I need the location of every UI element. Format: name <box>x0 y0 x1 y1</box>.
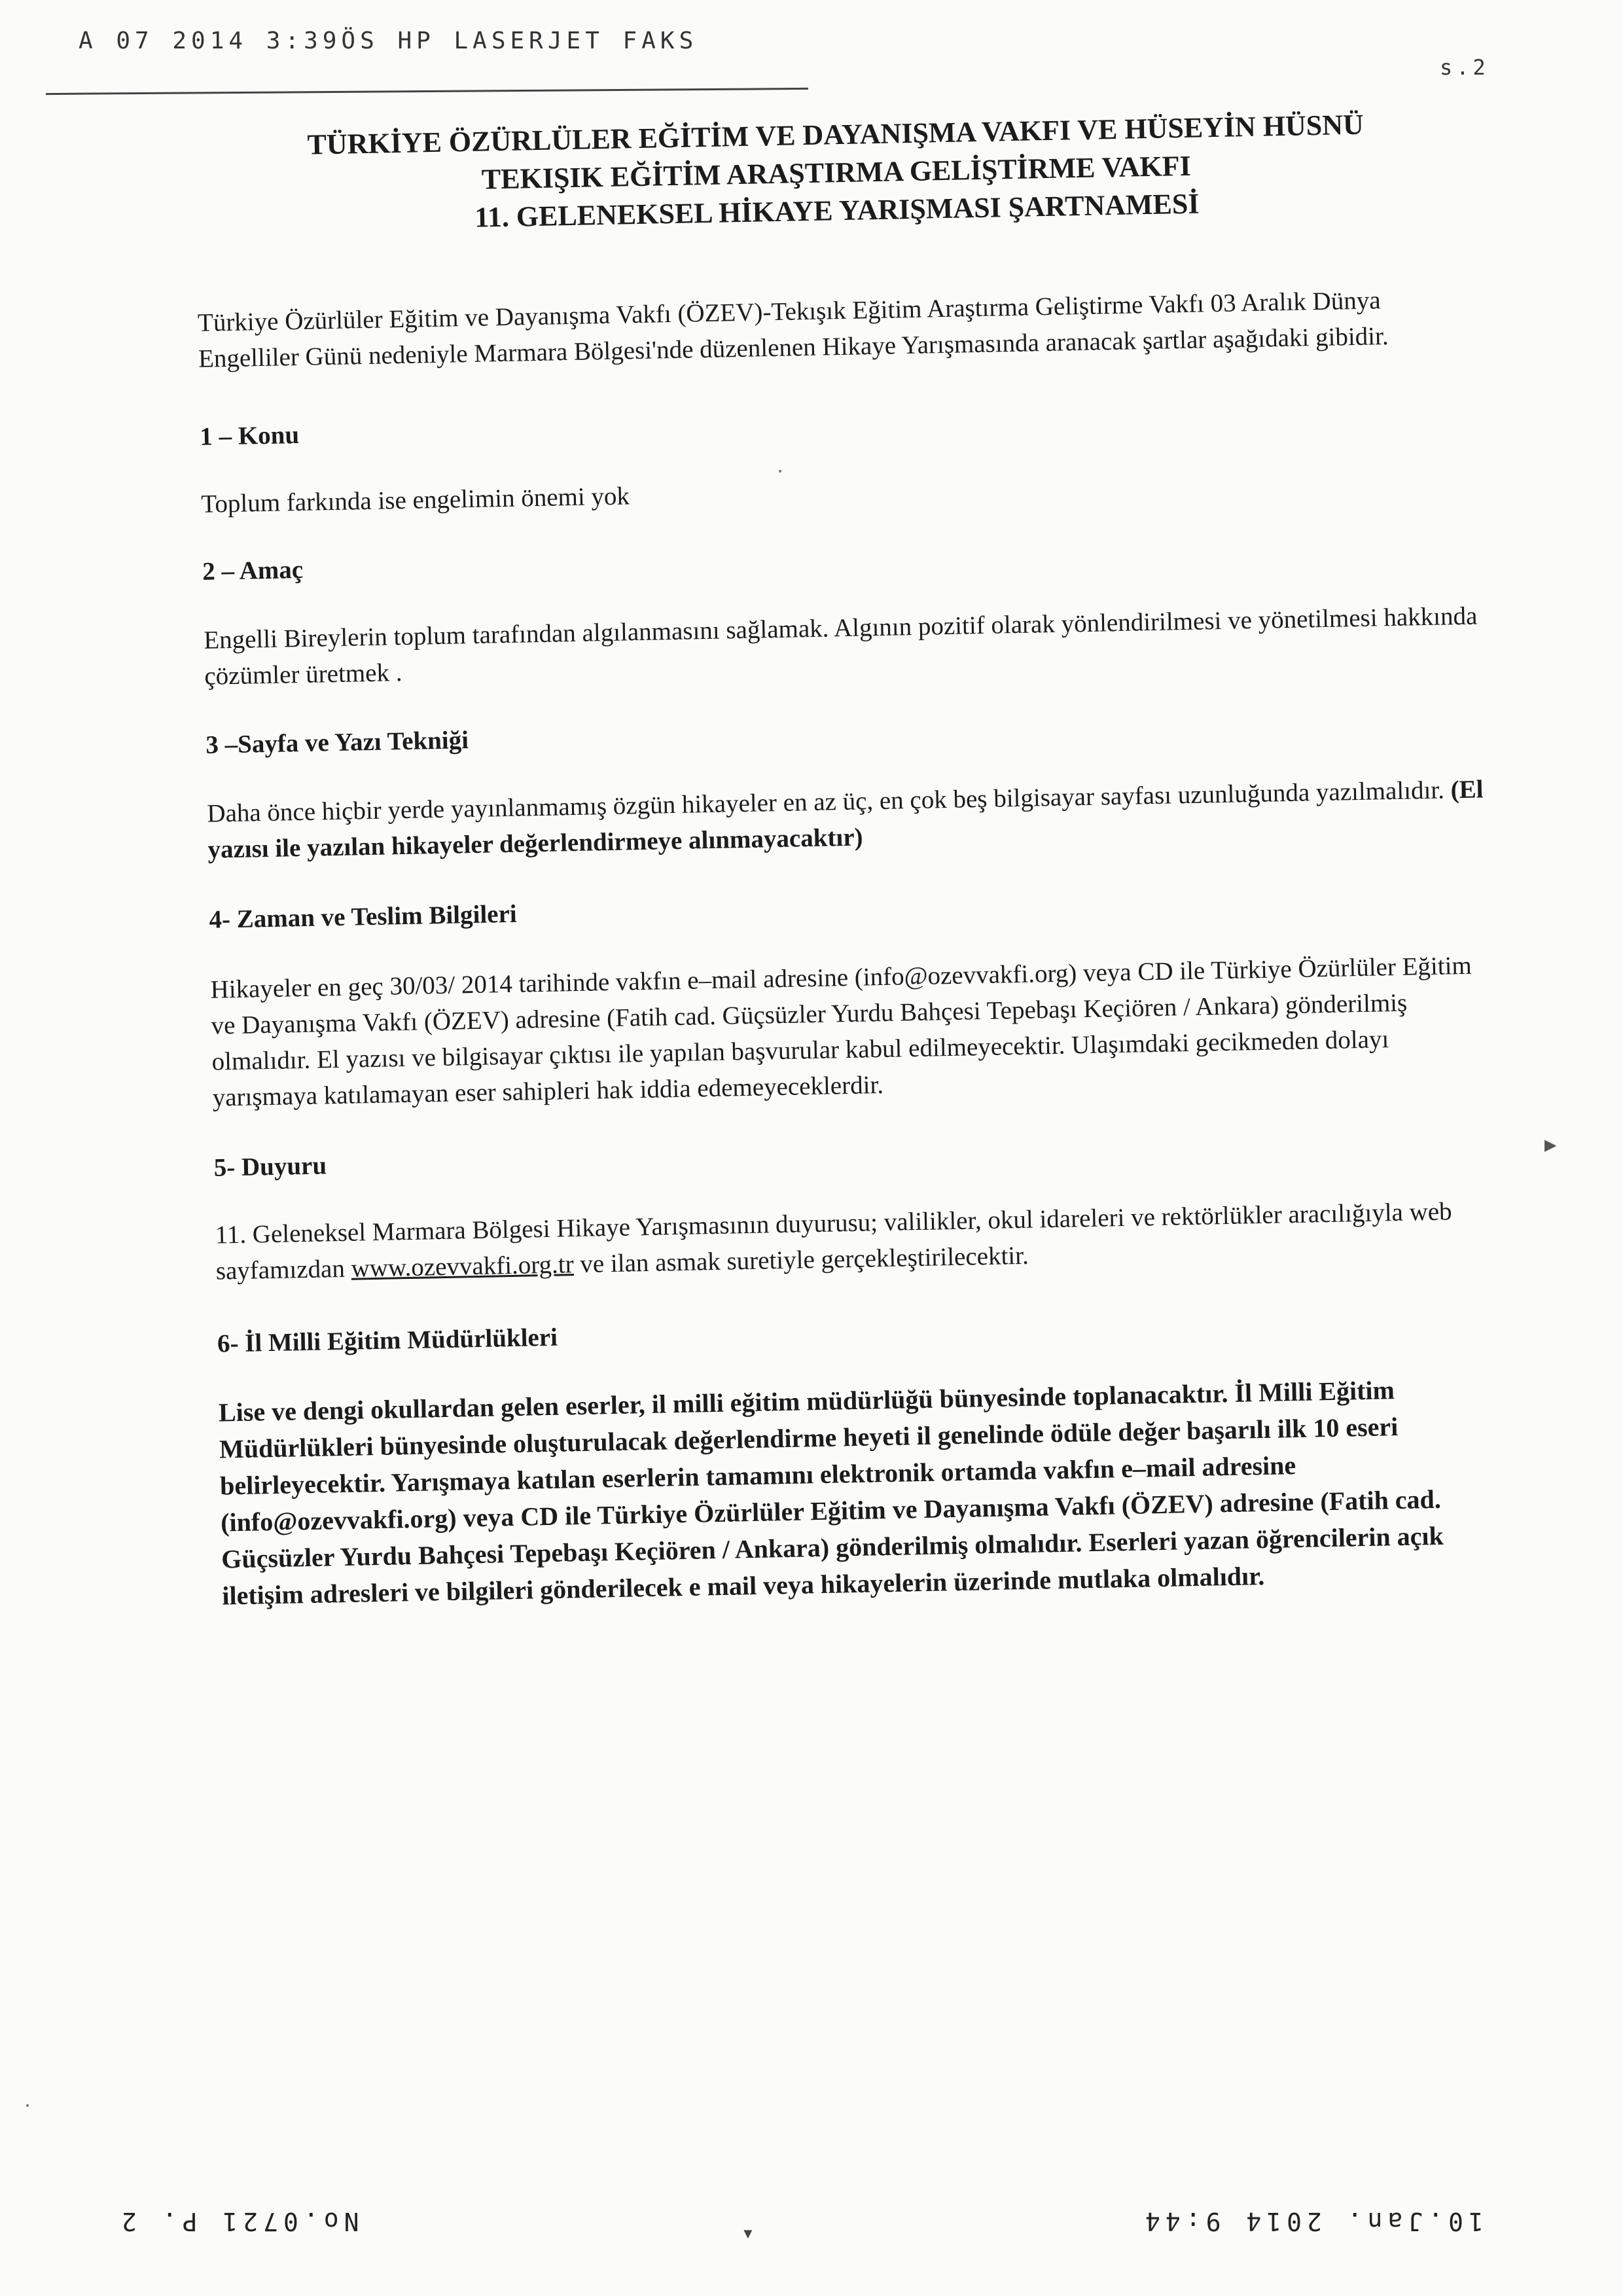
intro-paragraph: Türkiye Özürlüler Eğitim ve Dayanışma Vakfı (ÖZEV)-Tekışık Eğitim Araştırma Geliştirme Vakfı 03 Aralık Dünya Engelliler Günü nedeniyle Marmara Bölgesi'nde düzenlenen Hikaye Yarışmasında aranacak şartlar aşağıdaki gibidir. <box>197 286 1389 373</box>
document-body <box>194 93 1505 1614</box>
section-heading-konu: 1 – Konu <box>199 421 300 451</box>
scan-speck <box>779 470 781 473</box>
document-title <box>194 103 1478 242</box>
sayfa-text: Daha önce hiçbir yerde yayınlanmamış özgün hikayeler en az üç, en çok beş bilgisayar sayfası uzunluğunda yazılmalıdır. <box>207 776 1445 828</box>
arrow-right-icon: ▶ <box>1544 1137 1557 1154</box>
section-heading-amac: 2 – Amaç <box>202 555 304 586</box>
section-text-zaman: Hikayeler en geç 30/03/ 2014 tarihinde vakfın e–mail adresine (info@ozevvakfi.org) veya CD ile Türkiye Özürlüler Eğitim ve Dayanışma Vakfı (ÖZEV) adresine (Fatih cad. Güçsüzler Yurdu Bahçesi Tepebaşı Keçiören / Ankara) gönderilmiş olmalıdır. El yazısı ve bilgisayar çıktısı ile yapılan başvurular kabul edilmeyecektir. Ulaşımdaki gecikmeden dolayı yarışmaya katılamayan eser sahipleri hak iddia edemeyeceklerdir. <box>210 951 1472 1112</box>
sayfa-text-bold: (El yazısı ile yazılan hikayeler değerlendirmeye alınmayacaktır) <box>207 775 1484 864</box>
section-heading-mudurluk: 6- İl Milli Eğitim Müdürlükleri <box>217 1323 558 1358</box>
fax-footer-left: No.0721 P. 2 <box>116 2207 359 2236</box>
section-text-amac: Engelli Bireylerin toplum tarafından algılanmasını sağlamak. Algının pozitif olarak yönlendirilmesi ve yönetilmesi hakkında çözümler üretmek . <box>203 601 1478 691</box>
fax-page-number: s.2 <box>1440 55 1489 80</box>
section-text-mudurluk: Lise ve dengi okullardan gelen eserler, il milli eğitim müdürlüğü bünyesinde toplanacaktır. İl Milli Eğitim Müdürlükleri bünyesinde oluşturulacak değerlendirme heyeti il genelinde ödüle değer başarılı ilk 10 eseri belirleyecektir. Yarışmaya katılan eserlerin tamamını elektronik ortamda vakfın e–mail adresine (info@ozevvakfi.org) veya CD ile Türkiye Özürlüler Eğitim ve Dayanışma Vakfı (ÖZEV) adresine (Fatih cad. Güçsüzler Yurdu Bahçesi Tepebaşı Keçiören / Ankara) gönderilmiş olmalıdır. Eserleri yazan öğrencilerin açık iletişim adresleri ve bilgileri gönderilecek e mail veya hikayelerin üzerinde mutlaka olmalıdır. <box>218 1375 1444 1611</box>
section-text-duyuru <box>215 1193 1499 1289</box>
title-line-1: TÜRKİYE ÖZÜRLÜLER EĞİTİM VE DAYANIŞMA VAKFI VE HÜSEYİN HÜSNÜ <box>307 108 1364 161</box>
scan-speck <box>26 2104 29 2107</box>
title-line-3: 11. GELENEKSEL HİKAYE YARIŞMASI ŞARTNAMESİ <box>474 187 1200 234</box>
website-link[interactable]: www.ozevvakfi.org.tr <box>351 1250 575 1283</box>
fax-header-rule <box>46 88 808 95</box>
duyuru-text-after: ve ilan asmak suretiyle gerçekleştirilecektir. <box>573 1241 1029 1279</box>
section-text-konu: Toplum farkında ise engelimin önemi yok <box>200 482 630 518</box>
fax-footer-right: 10.Jan. 2014 9:44 <box>1140 2207 1484 2236</box>
section-text-sayfa <box>207 771 1491 868</box>
duyuru-text-before: 11. Geleneksel Marmara Bölgesi Hikaye Yarışmasının duyurusu; valilikler, okul idareleri ve rektörlükler aracılığıyla web sayfamızdan <box>215 1197 1452 1285</box>
section-heading-duyuru: 5- Duyuru <box>213 1151 327 1182</box>
fax-header: A 07 2014 3:39ÖS HP LASERJET FAKS <box>79 27 698 54</box>
section-heading-sayfa: 3 –Sayfa ve Yazı Tekniği <box>205 726 469 759</box>
section-heading-zaman: 4- Zaman ve Teslim Bilgileri <box>209 899 518 934</box>
title-line-2: TEKIŞIK EĞİTİM ARAŞTIRMA GELİŞTİRME VAKFI <box>481 149 1192 196</box>
arrow-down-icon: ▼ <box>741 2225 755 2242</box>
